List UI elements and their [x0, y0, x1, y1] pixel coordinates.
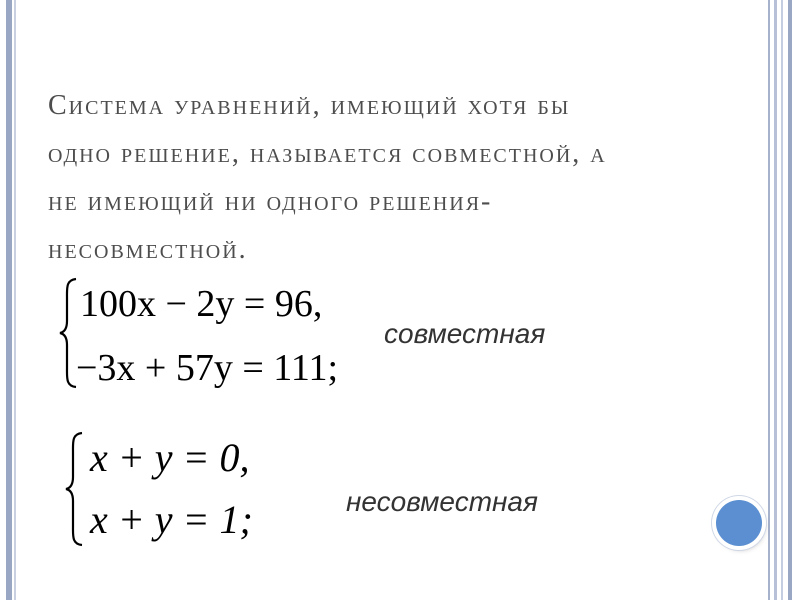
right-frame-line-3	[781, 0, 783, 600]
left-frame-line	[14, 0, 16, 600]
system-2-equation-1: x + y = 0,	[90, 435, 250, 480]
system-1-equation-2: −3x + 57y = 111;	[76, 347, 339, 389]
right-frame-line-2	[774, 0, 777, 600]
system-1-equation-1: 100x − 2y = 96,	[80, 283, 323, 325]
slide-title	[48, 82, 748, 274]
decorative-circle-icon	[716, 500, 762, 546]
title-line-3: не имеющий ни одного решения-	[48, 186, 493, 217]
system-2-label: несовместная	[346, 486, 538, 517]
right-frame-line-1	[768, 0, 770, 600]
title-line-1: Система уравнений, имеющий хотя бы	[48, 90, 571, 121]
system-2-equation-2: x + y = 1;	[90, 497, 253, 542]
right-frame-line-4	[788, 0, 792, 600]
left-frame-bar	[6, 0, 12, 600]
system-1-label: совместная	[384, 318, 546, 349]
title-line-4: несовместной.	[48, 234, 248, 265]
title-line-2: одно решение, называется совместной, а	[48, 138, 607, 169]
left-brace-icon	[64, 430, 86, 548]
